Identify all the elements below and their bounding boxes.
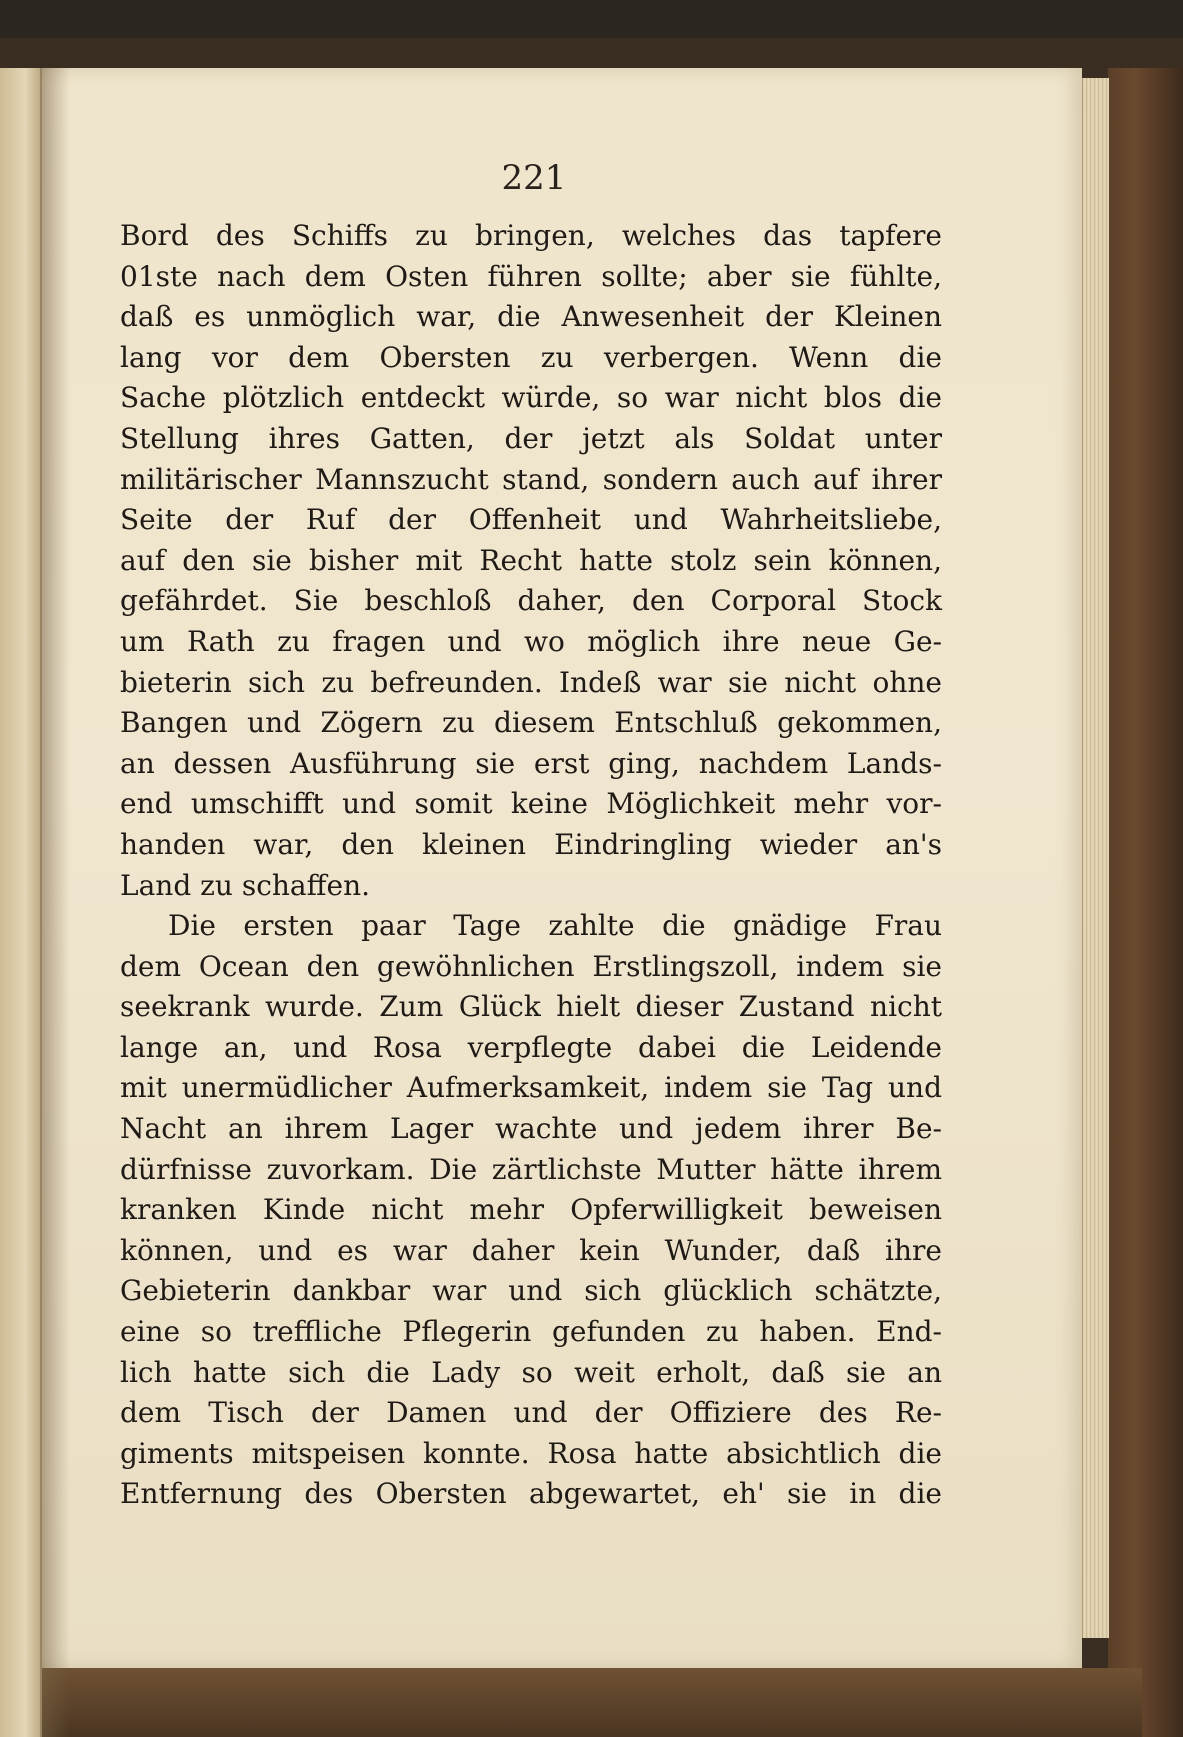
text-line: können, und es war daher kein Wunder, daß ihre — [120, 1233, 942, 1267]
book-cover-bottom — [42, 1668, 1142, 1737]
text-line: gefährdet. Sie beschloß daher, den Corporal Stock — [120, 584, 942, 618]
text-line: lich hatte sich die Lady so weit erholt, daß sie an — [120, 1355, 942, 1389]
text-line: dem Ocean den gewöhnlichen Erstlingszoll, indem sie — [120, 949, 942, 983]
text-line: daß es unmöglich war, die Anwesenheit der Kleinen — [120, 300, 942, 334]
text-line: kranken Kinde nicht mehr Opferwilligkeit beweisen — [120, 1193, 942, 1227]
text-line: dürfnisse zuvorkam. Die zärtlichste Mutter hätte ihrem — [120, 1152, 942, 1186]
text-line: lang vor dem Obersten zu verbergen. Wenn die — [120, 340, 942, 374]
page-fore-edge — [1082, 78, 1109, 1638]
text-line: Bord des Schiffs zu bringen, welches das tapfere — [120, 219, 942, 252]
book-cover-board — [1108, 68, 1183, 1737]
book-spread — [0, 38, 1183, 1737]
text-line: Die ersten paar Tage zahlte die gnädige Frau — [168, 909, 942, 943]
text-line: Seite der Ruf der Offenheit und Wahrheitsliebe, — [120, 503, 942, 537]
text-line: Stellung ihres Gatten, der jetzt als Soldat unter — [120, 421, 942, 455]
text-line: 01ste nach dem Osten führen sollte; aber sie fühlte, — [120, 259, 942, 293]
text-line: auf den sie bisher mit Recht hatte stolz sein können, — [120, 543, 942, 577]
text-line: dem Tisch der Damen und der Offiziere des Re- — [120, 1396, 942, 1430]
text-line: bieterin sich zu befreunden. Indeß war sie nicht ohne — [120, 665, 942, 699]
text-line: Bangen und Zögern zu diesem Entschluß gekommen, — [120, 706, 942, 740]
text-line: militärischer Mannszucht stand, sondern auch auf ihrer — [120, 462, 942, 496]
text-line: seekrank wurde. Zum Glück hielt dieser Zustand nicht — [120, 990, 942, 1024]
page-text — [120, 216, 942, 1515]
text-line: an dessen Ausführung sie erst ging, nachdem Lands- — [120, 746, 942, 780]
book-page — [42, 68, 1082, 1668]
text-line: mit unermüdlicher Aufmerksamkeit, indem sie Tag und — [120, 1071, 942, 1105]
text-line: Sache plötzlich entdeckt würde, so war nicht blos die — [120, 381, 942, 415]
text-line: end umschifft und somit keine Möglichkeit mehr vor- — [120, 787, 942, 821]
page-number: 221 — [501, 158, 567, 198]
text-line: Gebieterin dankbar war und sich glücklich schätzte, — [120, 1274, 942, 1308]
text-line: eine so treffliche Pflegerin gefunden zu haben. End- — [120, 1315, 942, 1349]
left-page-edge — [0, 68, 44, 1737]
text-line: Nacht an ihrem Lager wachte und jedem ihrer Be- — [120, 1112, 942, 1146]
text-line: Land zu schaffen. — [120, 868, 371, 902]
text-line: lange an, und Rosa verpflegte dabei die Leidende — [120, 1030, 942, 1064]
text-line: um Rath zu fragen und wo möglich ihre neue Ge- — [120, 624, 942, 658]
gutter-shadow — [40, 68, 70, 1737]
text-line: giments mitspeisen konnte. Rosa hatte absichtlich die — [120, 1436, 942, 1470]
text-line: Entfernung des Obersten abgewartet, eh' sie in die — [120, 1477, 942, 1511]
text-line: handen war, den kleinen Eindringling wieder an's — [120, 827, 942, 861]
